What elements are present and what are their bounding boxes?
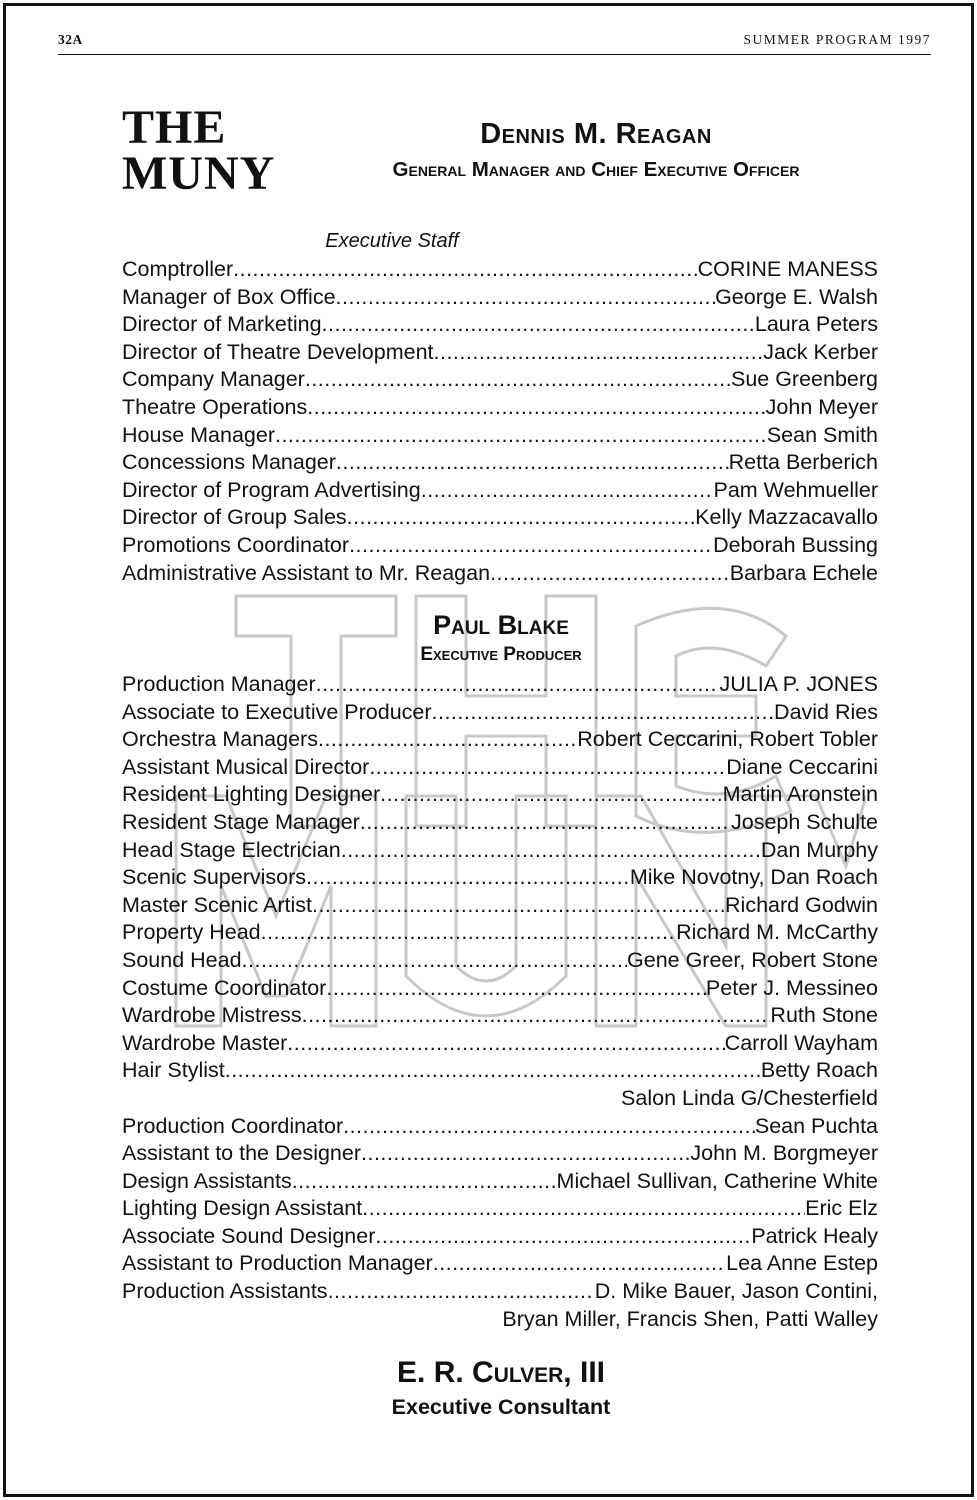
staff-row <box>122 1250 878 1278</box>
culver-title: Executive Consultant <box>391 1395 611 1419</box>
staff-role: Wardrobe Mistress <box>122 1003 302 1028</box>
staff-role: Master Scenic Artist <box>122 892 312 917</box>
staff-row <box>122 1168 878 1196</box>
dot-leader <box>375 1223 751 1251</box>
staff-role: Scenic Supervisors <box>122 865 307 890</box>
staff-role: Orchestra Managers <box>122 727 318 752</box>
staff-name: John M. Borgmeyer <box>690 1141 878 1166</box>
running-header <box>58 28 931 55</box>
staff-name: Mike Novotny, Dan Roach <box>629 865 878 890</box>
dot-leader <box>233 256 697 284</box>
dot-leader <box>318 726 577 754</box>
staff-role: Associate to Executive Producer <box>122 699 432 724</box>
staff-role: Comptroller <box>122 257 234 281</box>
dot-leader <box>322 311 755 339</box>
staff-name: Laura Peters <box>754 312 878 337</box>
staff-role: Production Manager <box>122 672 316 696</box>
executive-staff-list <box>122 256 878 587</box>
staff-name: Deborah Bussing <box>713 532 878 557</box>
dot-leader <box>275 422 767 450</box>
staff-name: JULIA P. JONES <box>719 672 878 696</box>
staff-row <box>122 339 878 367</box>
staff-name: David Ries <box>774 699 878 724</box>
program-title: SUMMER PROGRAM 1997 <box>743 32 931 47</box>
staff-role: Theatre Operations <box>122 394 308 419</box>
reagan-name: Dennis M. Reagan <box>480 118 712 150</box>
staff-row <box>122 1030 878 1058</box>
culver-name: E. R. Culver, III <box>397 1356 605 1389</box>
dot-leader <box>434 339 764 367</box>
staff-row <box>122 256 878 284</box>
staff-name: Ruth Stone <box>770 1003 878 1028</box>
muny-logo <box>122 101 276 206</box>
staff-name: Joseph Schulte <box>730 809 878 834</box>
staff-name: Richard M. McCarthy <box>676 920 878 945</box>
staff-continuation: Salon Linda G/Chesterfield <box>621 1085 878 1110</box>
page-frame <box>3 3 974 1497</box>
staff-name: Sean Smith <box>766 422 878 447</box>
dot-leader <box>242 947 627 975</box>
staff-name: Betty Roach <box>760 1058 878 1083</box>
staff-row <box>122 394 878 422</box>
dot-leader <box>316 671 720 699</box>
staff-row <box>122 892 878 920</box>
dot-leader <box>433 1250 726 1278</box>
dot-leader <box>225 1057 761 1085</box>
dot-leader <box>305 366 731 394</box>
staff-role: Wardrobe Master <box>122 1030 288 1055</box>
staff-name: Michael Sullivan, Catherine White <box>556 1168 878 1193</box>
executive-staff-heading: Executive Staff <box>325 230 459 252</box>
staff-role: Associate Sound Designer <box>122 1223 376 1248</box>
staff-name: Richard Godwin <box>725 892 878 917</box>
staff-continuation: Bryan Miller, Francis Shen, Patti Walley <box>502 1306 878 1331</box>
staff-row <box>122 781 878 809</box>
dot-leader <box>349 532 713 560</box>
staff-name: George E. Walsh <box>715 284 878 309</box>
staff-role: Manager of Box Office <box>122 284 336 309</box>
dot-leader <box>343 1113 755 1141</box>
dot-leader <box>380 781 722 809</box>
staff-role: Assistant to the Designer <box>122 1141 362 1166</box>
staff-name: Dan Murphy <box>760 837 878 862</box>
staff-role: Director of Program Advertising <box>122 477 421 502</box>
dot-leader <box>360 809 731 837</box>
staff-row <box>122 532 878 560</box>
dot-leader <box>306 864 630 892</box>
staff-name: Retta Berberich <box>728 450 878 475</box>
staff-role: Sound Head <box>122 947 242 972</box>
staff-row <box>122 449 878 477</box>
staff-role: Company Manager <box>122 367 305 392</box>
staff-role: Production Assistants <box>122 1279 328 1304</box>
staff-name: Lea Anne Estep <box>726 1251 878 1276</box>
staff-row <box>122 809 878 837</box>
staff-name: Sue Greenberg <box>730 367 878 392</box>
staff-name: Kelly Mazzacavallo <box>695 505 878 530</box>
staff-name: Gene Greer, Robert Stone <box>627 947 878 972</box>
staff-role: Concessions Manager <box>122 450 336 475</box>
staff-name: Pam Wehmueller <box>713 477 878 502</box>
dot-leader <box>307 394 765 422</box>
dot-leader <box>336 449 729 477</box>
staff-role: Director of Group Sales <box>122 505 347 530</box>
staff-row <box>122 726 878 754</box>
dot-leader <box>292 1168 557 1196</box>
staff-row <box>122 477 878 505</box>
staff-role: Costume Coordinator <box>122 975 327 1000</box>
dot-leader <box>341 837 761 865</box>
staff-role: Assistant Musical Director <box>122 754 370 779</box>
staff-name: Peter J. Messineo <box>705 975 878 1000</box>
staff-name: Carroll Wayham <box>724 1030 878 1055</box>
staff-role: Property Head <box>122 920 261 945</box>
staff-role: Resident Lighting Designer <box>122 782 381 807</box>
dot-leader <box>362 1195 805 1223</box>
logo-line-2: MUNY <box>122 147 276 201</box>
dot-leader <box>432 699 775 727</box>
staff-row <box>122 366 878 394</box>
staff-name: CORINE MANESS <box>697 257 878 281</box>
dot-leader <box>336 284 716 312</box>
staff-name: Barbara Echele <box>729 560 878 585</box>
staff-row <box>122 1057 878 1085</box>
dot-leader <box>347 504 696 532</box>
dot-leader <box>490 560 730 588</box>
reagan-title: General Manager and Chief Executive Officer <box>392 158 800 181</box>
dot-leader <box>369 754 726 782</box>
staff-role: Lighting Design Assistant <box>122 1196 363 1221</box>
staff-row <box>122 864 878 892</box>
staff-name: Patrick Healy <box>751 1223 878 1248</box>
staff-role: Hair Stylist <box>122 1058 225 1083</box>
staff-role: Director of Marketing <box>122 312 322 337</box>
blake-title: Executive Producer <box>420 644 582 665</box>
staff-row <box>122 1195 878 1223</box>
staff-name: Eric Elz <box>805 1196 878 1221</box>
dot-leader <box>287 1030 724 1058</box>
staff-role: House Manager <box>122 422 275 447</box>
staff-row <box>122 1113 878 1141</box>
staff-name: Diane Ceccarini <box>726 754 878 779</box>
dot-leader <box>421 477 714 505</box>
staff-name: Robert Ceccarini, Robert Tobler <box>577 727 878 752</box>
dot-leader <box>261 919 676 947</box>
staff-role: Design Assistants <box>122 1168 292 1193</box>
staff-row <box>122 504 878 532</box>
staff-role: Administrative Assistant to Mr. Reagan <box>122 560 491 585</box>
staff-row <box>122 975 878 1003</box>
staff-row <box>122 311 878 339</box>
staff-row <box>122 699 878 727</box>
staff-name: Sean Puchta <box>754 1113 878 1138</box>
staff-name: John Meyer <box>765 394 878 419</box>
staff-row <box>122 1140 878 1168</box>
staff-name: D. Mike Bauer, Jason Contini, <box>594 1279 878 1304</box>
dot-leader <box>361 1140 690 1168</box>
staff-role: Production Coordinator <box>122 1113 344 1138</box>
blake-name: Paul Blake <box>433 610 569 640</box>
staff-row <box>122 754 878 782</box>
logo-line-1: THE <box>122 101 227 154</box>
staff-role: Assistant to Production Manager <box>122 1251 433 1276</box>
staff-row <box>122 671 878 699</box>
staff-row <box>122 919 878 947</box>
staff-row <box>122 560 878 588</box>
staff-row <box>122 1002 878 1030</box>
staff-row <box>122 1278 878 1306</box>
staff-row <box>122 837 878 865</box>
staff-row <box>122 284 878 312</box>
dot-leader <box>312 892 725 920</box>
dot-leader <box>326 975 706 1003</box>
dot-leader <box>328 1278 595 1306</box>
staff-row <box>122 947 878 975</box>
production-staff-list <box>122 671 878 1333</box>
dot-leader <box>302 1002 771 1030</box>
staff-row <box>122 422 878 450</box>
staff-role: Resident Stage Manager <box>122 809 360 834</box>
staff-role: Promotions Coordinator <box>122 532 350 557</box>
staff-row <box>122 1223 878 1251</box>
page-number: 32A <box>58 32 83 47</box>
staff-name: Jack Kerber <box>763 339 878 364</box>
staff-role: Head Stage Electrician <box>122 837 341 862</box>
staff-name: Martin Aronstein <box>722 782 878 807</box>
staff-role: Director of Theatre Development <box>122 339 434 364</box>
